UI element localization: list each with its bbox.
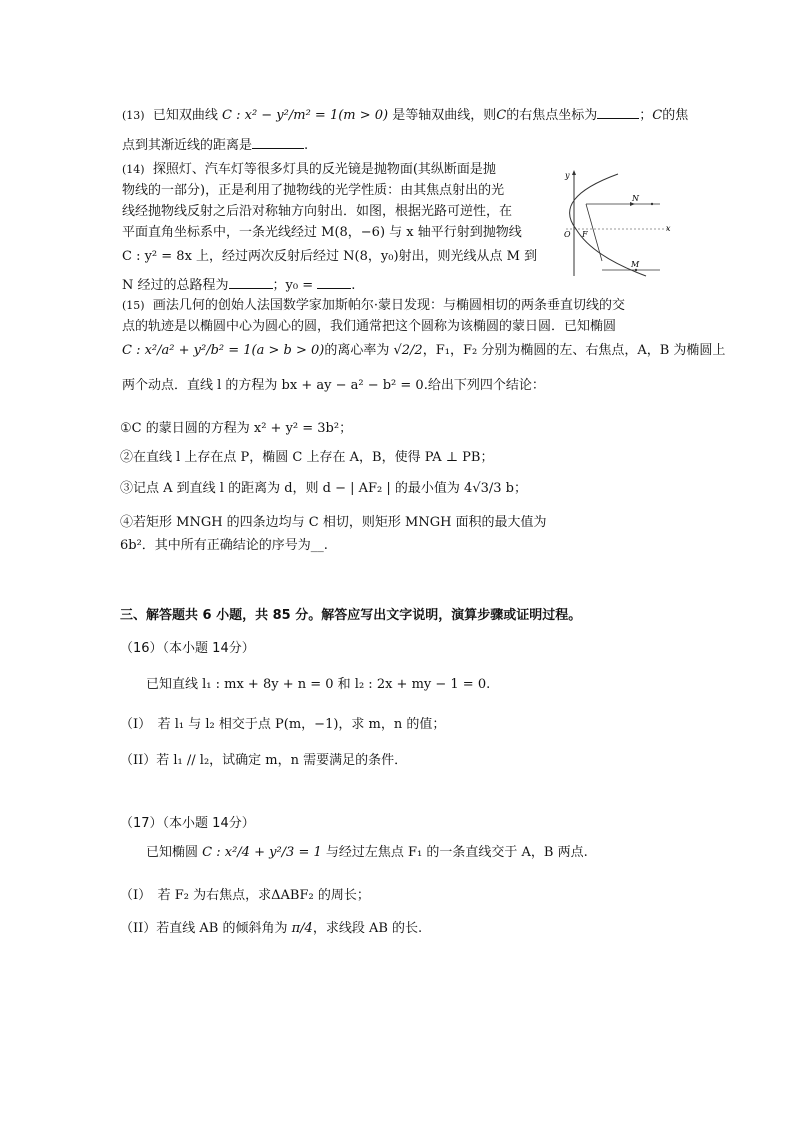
q14-text-6: N 经过的总路程为 bbox=[122, 278, 229, 293]
q13-number: (13) bbox=[122, 109, 145, 122]
q14-text-6b: ；y₀ = bbox=[272, 278, 314, 293]
q13-c: C bbox=[496, 108, 507, 123]
q15-c4-text: ④若矩形 MNGH 的四条边均与 C 相切，则矩形 MNGH 面积的最大值为 bbox=[120, 515, 547, 530]
q13-period: . bbox=[304, 138, 309, 153]
q13-text-a: 已知双曲线 bbox=[152, 108, 218, 123]
q14-line-4 bbox=[122, 224, 522, 242]
q14-line-2 bbox=[122, 182, 504, 200]
label-x: x bbox=[666, 224, 671, 233]
q13-text-2: 点到其渐近线的距离是 bbox=[122, 138, 253, 153]
q16-part-2 bbox=[120, 752, 407, 770]
q14-text-1: 探照灯、汽车灯等很多灯具的反光镜是抛物面(其纵断面是抛 bbox=[152, 162, 496, 177]
q13-c2: C bbox=[652, 108, 663, 123]
q14-text-3: 线经抛物线反射之后沿对称轴方向射出．如图，根据光路可逆性，在 bbox=[122, 204, 513, 219]
q15-ellipse-eq: C : x²/a² + y²/b² = 1(a > b > 0) bbox=[122, 343, 325, 358]
q13-text-b: 是等轴双曲线，则 bbox=[392, 108, 497, 123]
q15-conclusion-1 bbox=[120, 420, 352, 438]
q13-blank-2[interactable] bbox=[252, 136, 304, 149]
q17-part-2 bbox=[120, 920, 422, 938]
q13-line-1 bbox=[122, 106, 688, 125]
q17-angle: π/4 bbox=[291, 921, 313, 936]
q14-line-5 bbox=[122, 248, 537, 266]
q16-head-text: （16）（本小题 14分） bbox=[120, 641, 255, 656]
q16-given-text: 已知直线 l₁ : mx + 8y + n = 0 和 l₂ : 2x + my − 1 = 0. bbox=[146, 677, 491, 692]
q17-given-a: 已知椭圆 bbox=[146, 845, 199, 860]
q14-text-4: 平面直角坐标系中，一条光线经过 M(8，−6) 与 x 轴平行射到抛物线 bbox=[122, 225, 522, 240]
label-f: F bbox=[582, 230, 588, 239]
q17-given bbox=[146, 844, 588, 862]
label-m: M bbox=[631, 260, 640, 269]
q15-text-1: 画法几何的创始人法国数学家加斯帕尔·蒙日发现：与椭圆相切的两条垂直切线的交 bbox=[152, 298, 625, 313]
ray-through-focus bbox=[586, 204, 602, 261]
q15-conclusion-3 bbox=[120, 480, 527, 498]
q17-head-text: （17）（本小题 14分） bbox=[120, 816, 255, 831]
q16-part-1 bbox=[120, 716, 445, 734]
q15-c2-text: ②在直线 l 上存在点 P，椭圆 C 上存在 A，B，使得 PA ⊥ PB； bbox=[120, 450, 494, 465]
q15-conclusion-2 bbox=[120, 449, 493, 467]
q17-part-1 bbox=[120, 887, 370, 905]
section-3-heading bbox=[120, 607, 581, 625]
point-n bbox=[651, 203, 653, 205]
q15-text-4: 两个动点．直线 l 的方程为 bx + ay − a² − b² = 0.给出下列四个结论： bbox=[122, 378, 545, 393]
q14-period: . bbox=[351, 278, 356, 293]
q14-blank-2[interactable] bbox=[317, 276, 351, 289]
q17-p1-text: （I） 若 F₂ 为右焦点，求ΔABF₂ 的周长； bbox=[120, 888, 370, 903]
q15-line-1 bbox=[122, 297, 625, 315]
q14-number: (14) bbox=[122, 163, 145, 176]
q17-given-b: 与经过左焦点 F₁ 的一条直线交于 A，B 两点. bbox=[325, 845, 588, 860]
q15-conclusion-5 bbox=[120, 537, 328, 555]
q15-text-3b: 的离心率为 bbox=[324, 343, 390, 358]
q17-p2-text-b: ，求线段 AB 的长. bbox=[312, 921, 423, 936]
q15-c3-text: ③记点 A 到直线 l 的距离为 d，则 d − | AF₂ | 的最小值为 4√3/3 b； bbox=[120, 481, 527, 496]
q15-eccentricity: √2/2 bbox=[393, 343, 423, 358]
q15-line-3 bbox=[122, 342, 725, 360]
q15-c1-text: ①C 的蒙日圆的方程为 x² + y² = 3b²； bbox=[120, 421, 353, 436]
q17-ellipse-eq: C : x²/4 + y²/3 = 1 bbox=[202, 845, 322, 860]
q16-given bbox=[146, 676, 490, 694]
q13-blank-1[interactable] bbox=[597, 106, 639, 119]
label-o: O bbox=[564, 230, 571, 239]
q16-header bbox=[120, 640, 255, 658]
q15-number: (15) bbox=[122, 299, 145, 312]
q13-equation: C : x² − y²/m² = 1(m > 0) bbox=[222, 108, 389, 123]
section-3-text: 三、解答题共 6 小题，共 85 分。解答应写出文字说明，演算步骤或证明过程。 bbox=[120, 608, 582, 623]
q13-sep: ； bbox=[639, 108, 653, 123]
q14-line-3 bbox=[122, 203, 512, 221]
q13-text-g: 的焦 bbox=[662, 108, 689, 123]
q17-header bbox=[120, 815, 255, 833]
q17-p2-text-a: （II）若直线 AB 的倾斜角为 bbox=[120, 921, 288, 936]
y-axis-arrow bbox=[572, 170, 576, 175]
point-m bbox=[635, 269, 637, 271]
q14-text-2: 物线的一部分)，正是利用了抛物线的光学性质：由其焦点射出的光 bbox=[122, 183, 505, 198]
q16-p1-text: （I） 若 l₁ 与 l₂ 相交于点 P(m，−1)，求 m，n 的值； bbox=[120, 717, 446, 732]
parabola-figure bbox=[548, 168, 673, 278]
q15-text-3d: ，F₁，F₂ 分别为椭圆的左、右焦点，A，B 为椭圆上 bbox=[422, 343, 726, 358]
q14-text-5: C : y² = 8x 上，经过两次反射后经过 N(8，y₀)射出，则光线从点 M 到 bbox=[122, 249, 538, 264]
label-y: y bbox=[565, 171, 570, 180]
q13-text-d: 的右焦点坐标为 bbox=[506, 108, 598, 123]
q15-conclusion-4 bbox=[120, 514, 547, 532]
q16-p2-text: （II）若 l₁ // l₂，试确定 m，n 需要满足的条件． bbox=[120, 753, 408, 768]
q13-line-2 bbox=[122, 136, 308, 155]
q15-text-2: 点的轨迹是以椭圆中心为圆心的圆，我们通常把这个圆称为该椭圆的蒙日圆．已知椭圆 bbox=[122, 319, 617, 334]
q14-blank-1[interactable] bbox=[229, 276, 273, 289]
q14-line-1 bbox=[122, 161, 496, 179]
q15-line-2 bbox=[122, 318, 616, 336]
q14-line-6 bbox=[122, 276, 355, 295]
label-n: N bbox=[632, 194, 639, 203]
q15-line-4 bbox=[122, 377, 545, 395]
q15-c5-text: 6b²．其中所有正确结论的序号为__. bbox=[120, 538, 328, 553]
